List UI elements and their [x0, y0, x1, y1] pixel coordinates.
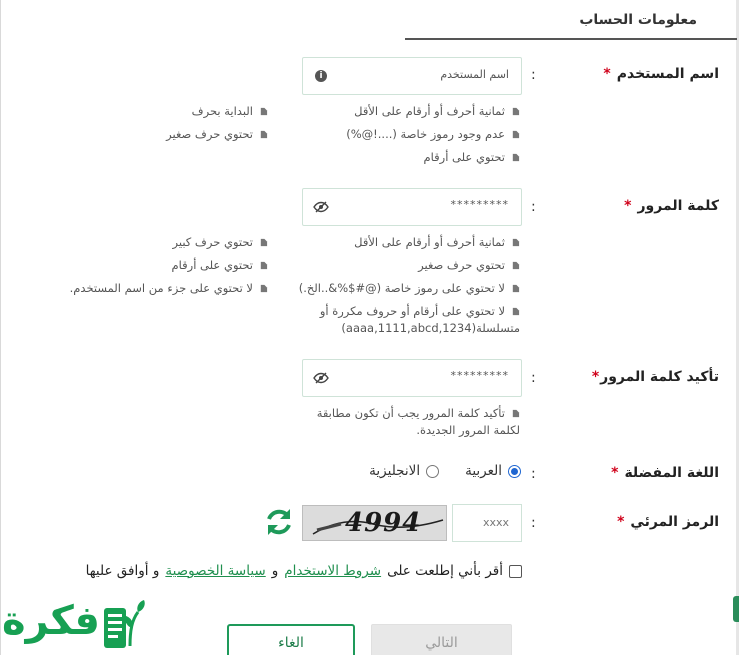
agree-prefix: أقر بأني إطلعت على [387, 563, 503, 579]
hint-item: تحتوي حرف صغير [418, 257, 520, 274]
hand-bullet-icon [511, 153, 520, 162]
info-icon[interactable]: i [315, 70, 327, 82]
username-value: اسم المستخدم [440, 68, 509, 81]
section-title: معلومات الحساب [579, 12, 697, 28]
required-mark: * [591, 369, 600, 385]
colon: : [531, 515, 536, 531]
hand-bullet-icon [511, 307, 520, 316]
language-label [611, 465, 719, 481]
hand-bullet-icon [259, 130, 268, 139]
hint-item: لا تحتوي على جزء من اسم المستخدم. [70, 280, 268, 297]
required-mark: * [603, 66, 611, 82]
hand-bullet-icon [511, 284, 520, 293]
left-border [0, 0, 1, 655]
hint-item: تأكيد كلمة المرور يجب أن تكون مطابقة لكلمة المرور الجديدة. [316, 406, 520, 437]
book-plant-icon [100, 596, 148, 652]
password-value: ********* [450, 198, 509, 211]
colon: : [531, 67, 536, 83]
hint-item: تحتوي حرف صغير [166, 126, 268, 143]
language-options [369, 463, 521, 479]
radio-arabic[interactable] [508, 465, 521, 478]
hand-bullet-icon [259, 284, 268, 293]
captcha-placeholder: xxxx [482, 516, 509, 529]
captcha-label [617, 514, 719, 530]
confirm-password-label-text: تأكيد كلمة المرور [600, 369, 719, 385]
radio-english[interactable] [426, 465, 439, 478]
section-divider [405, 38, 737, 40]
eye-slash-icon[interactable] [313, 201, 329, 213]
hint-item: ثمانية أحرف أو أرقام على الأقل [354, 234, 520, 251]
language-label-text: اللغة المفضلة [624, 465, 719, 481]
colon: : [531, 199, 536, 215]
side-tab[interactable] [733, 596, 739, 622]
hand-bullet-icon [511, 238, 520, 247]
confirm-password-value: ********* [450, 369, 509, 382]
hand-bullet-icon [259, 107, 268, 116]
agree-and: و [271, 563, 279, 579]
hint-item: البداية بحرف [192, 103, 268, 120]
password-label-text: كلمة المرور [637, 198, 719, 214]
username-label [603, 66, 719, 82]
hint-item: لا تحتوي على رموز خاصة (@#$%&..الخ.) [299, 280, 520, 297]
eye-slash-icon[interactable] [313, 372, 329, 384]
hand-bullet-icon [259, 261, 268, 270]
refresh-icon[interactable] [264, 507, 294, 537]
hint-item: عدم وجود رموز خاصة (....!@%) [346, 126, 520, 143]
terms-link[interactable]: شروط الاستخدام [284, 563, 382, 579]
hint-item: ثمانية أحرف أو أرقام على الأقل [354, 103, 520, 120]
privacy-link[interactable]: سياسة الخصوصية [165, 563, 266, 579]
confirm-password-label [592, 369, 719, 385]
colon: : [531, 466, 536, 482]
agree-checkbox[interactable] [509, 565, 522, 578]
captcha-code: 4994 [345, 508, 422, 538]
confirm-password-input[interactable] [302, 359, 522, 397]
password-input[interactable] [302, 188, 522, 226]
option-english-label[interactable]: الانجليزية [369, 463, 421, 479]
username-input[interactable] [302, 57, 522, 95]
colon: : [531, 370, 536, 386]
username-label-text: اسم المستخدم [616, 66, 719, 82]
agree-suffix: و أوافق عليها [85, 563, 160, 579]
hint-item: تحتوي حرف كبير [173, 234, 268, 251]
hint-item: لا تحتوي على أرقام أو حروف مكررة أو متسلسلة(aaaa,1111,abcd,1234) [319, 304, 520, 335]
hand-bullet-icon [511, 409, 520, 418]
cancel-button[interactable]: الغاء [227, 624, 355, 655]
captcha-input[interactable] [452, 504, 522, 542]
hand-bullet-icon [511, 107, 520, 116]
hand-bullet-icon [259, 238, 268, 247]
option-arabic-label[interactable]: العربية [465, 463, 502, 479]
logo-text: فكرة [2, 598, 100, 644]
captcha-image [302, 505, 447, 541]
hand-bullet-icon [511, 130, 520, 139]
required-mark: * [611, 465, 619, 481]
hint-item: تحتوي على أرقام [172, 257, 268, 274]
required-mark: * [617, 514, 625, 530]
next-button[interactable]: التالي [371, 624, 512, 655]
agreement-row [86, 563, 522, 579]
required-mark: * [624, 198, 632, 214]
hint-item: تحتوي على أرقام [424, 149, 520, 166]
site-logo [0, 594, 160, 655]
password-label [624, 198, 719, 214]
hand-bullet-icon [511, 261, 520, 270]
captcha-label-text: الرمز المرئي [630, 514, 719, 530]
